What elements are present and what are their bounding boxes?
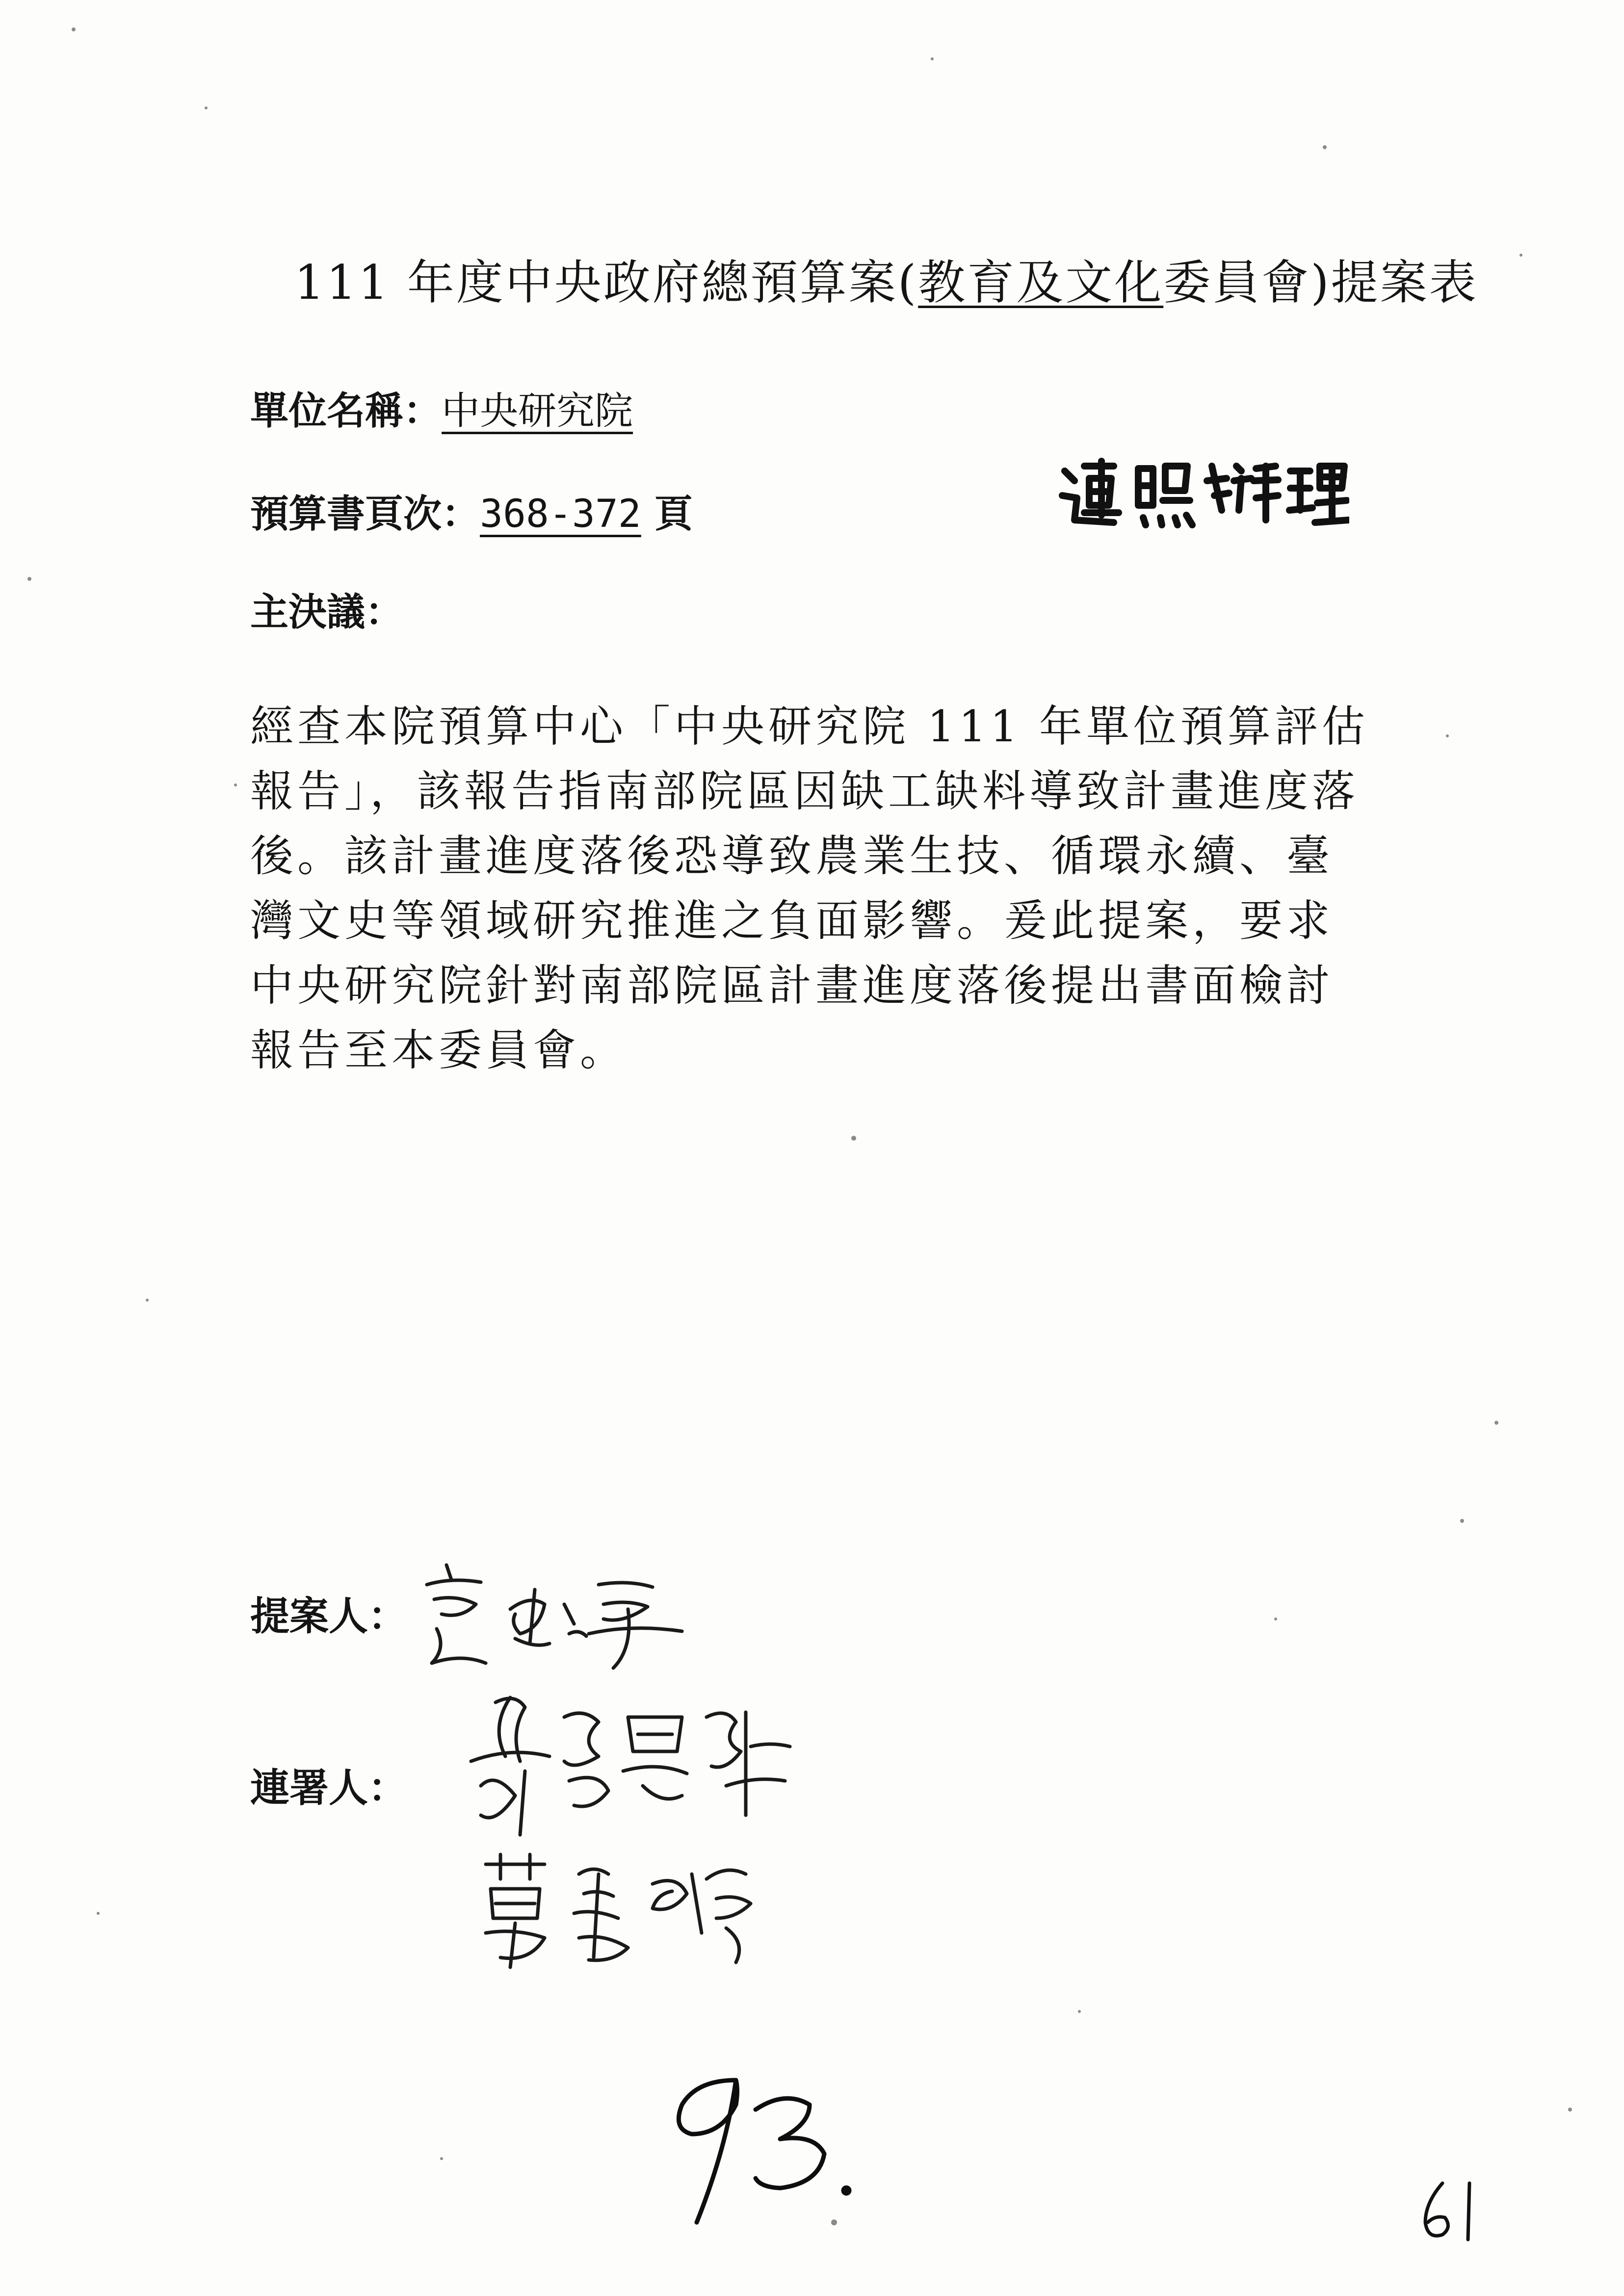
budget-page-value: 368-372 [480, 492, 641, 536]
title-committee: 教育及文化 [918, 255, 1164, 310]
budget-page-label: 預算書頁次： [250, 492, 480, 536]
main-resolution-field [250, 581, 403, 636]
budget-page-suffix: 頁 [641, 492, 693, 536]
handwritten-page-number [1413, 2173, 1492, 2247]
cosigner-signature-1 [451, 1688, 805, 1845]
proposer-signature [417, 1550, 692, 1678]
cosigner-label: 連署人： [250, 1765, 407, 1811]
document-title [294, 245, 1478, 313]
proposer-label: 提案人： [250, 1593, 407, 1639]
handwritten-number-93 [653, 2061, 868, 2237]
resolution-body: 經查本院預算中心「中央研究院 111 年單位預算評估報告」，該報告指南部院區因缺工缺料導致計畫進度落後。該計畫進度落後恐導致農業生技、循環永續、臺灣文史等領域研究推進之負面影響。爰此提案，要求中央研究院針對南部院區計畫進度落後提出書面檢討報告至本委員會。 [250, 701, 1369, 1075]
unit-name-label: 單位名稱： [250, 389, 442, 433]
unit-name-field [250, 380, 633, 435]
title-prefix: 111 年度中央政府總預算案( [294, 255, 918, 310]
handwritten-approval-note [1055, 451, 1349, 530]
cosigner-signature-2 [471, 1845, 775, 1972]
budget-page-field [250, 483, 693, 538]
main-resolution-label: 主決議： [250, 590, 404, 634]
unit-name-value: 中央研究院 [442, 389, 633, 433]
title-suffix: 委員會)提案表 [1163, 255, 1478, 310]
